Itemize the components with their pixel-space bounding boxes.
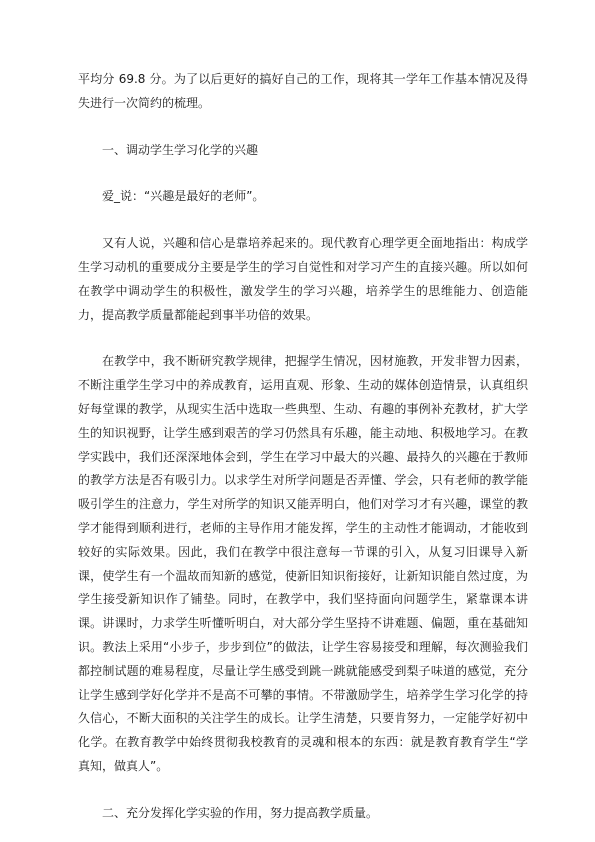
spacer <box>78 162 528 185</box>
section-heading-2: 二、充分发挥化学实验的作用，努力提高教学质量。 <box>102 805 379 820</box>
spacer <box>78 327 528 350</box>
spacer <box>78 116 528 139</box>
spacer <box>78 779 528 802</box>
spacer <box>78 209 528 232</box>
paragraph-interest: 又有人说，兴趣和信心是靠培养起来的。现代教育心理学更全面地指出：构成学生学习动机的重要成分主要是学生的学习自觉性和对学习产生的直接兴趣。所以如何在教学中调动学生的积极性，激发学生的学习兴趣，培养学生的思维能力、创造能力，提高教学质量都能起到事半功倍的效果。 <box>78 236 528 322</box>
intro-paragraph: 平均分 69.8 分。为了以后更好的搞好自己的工作，现将其一学年工作基本情况及得失进行一次简约的梳理。 <box>78 72 528 110</box>
section-heading-1: 一、调动学生学习化学的兴趣 <box>102 142 259 157</box>
quote-line: 爱_说：“兴趣是最好的老师”。 <box>102 189 265 204</box>
paragraph-teaching: 在教学中，我不断研究教学规律，把握学生情况，因材施教，开发非智力因素，不断注重学生学习中的养成教育，运用直观、形象、生动的媒体创造情景，认真组织好每堂课的教学，从现实生活中选取一些典型、生动、有趣的事例补充教材，扩大学生的知识视野，让学生感到艰苦的学习仍然具有乐趣，能主动地、积极地学习。在教学实践中，我们还深深地体会到，学生在学习中最大的兴趣、最持久的兴趣在于教师的教学方法是否有吸引力。以求学生对所学问题是否弄懂、学会，只有老师的教学能吸引学生的注意力，学生对所学的知识又能弄明白，他们对学习才有兴趣，课堂的教学才能得到顺利进行，老师的主导作用才能发挥，学生的主动性才能调动，才能收到较好的实际效果。因此，我们在教学中很注意每一节课的引入，从复习旧课导入新课，使学生有一个温故而知新的感觉，使新旧知识衔接好，让新知识能自然过度，为学生接受新知识作了铺垫。同时，在教学中，我们坚持面向问题学生，紧靠课本讲课。讲课时，力求学生听懂听明白，对大部分学生坚持不讲难题、偏题，重在基础知识。教法上采用“小步子，步步到位”的做法，让学生容易接受和理解，每次测验我们都控制试题的难易程度，尽量让学生感受到跳一跳就能感受到梨子味道的感觉，充分让学生感到学好化学并不是高不可攀的事情。不带激励学生，培养学生学习化学的持久信心，不断大面积的关注学生的成长。让学生清楚，只要肯努力，一定能学好初中化学。在教育教学中始终贯彻我校教育的灵魂和根本的东西：就是教育教育学生“学真知，做真人”。 <box>78 354 528 773</box>
document-page <box>78 68 528 826</box>
